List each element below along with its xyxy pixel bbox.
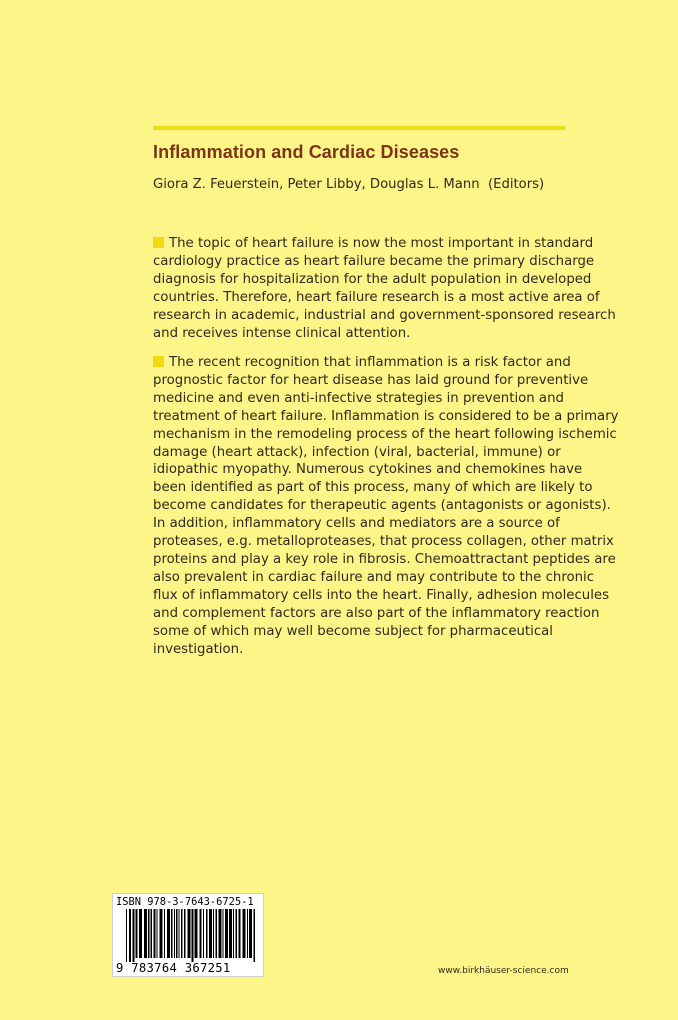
- barcode-bar: [174, 909, 175, 958]
- book-title: Inflammation and Cardiac Diseases: [153, 142, 460, 162]
- paragraph-line: flux of inflammatory cells into the heart. Finally, adhesion molecules: [153, 587, 609, 603]
- barcode-bar: [129, 909, 131, 962]
- paragraph-line: The topic of heart failure is now the most important in standard: [153, 235, 583, 253]
- barcode-bar: [247, 909, 248, 958]
- paragraph-line: and receives intense clinical attention.: [153, 325, 411, 341]
- barcode-bar: [216, 909, 218, 958]
- paragraph-line: idiopathic myopathy. Numerous cytokines and chemokines have: [153, 462, 583, 478]
- barcode-bar: [133, 909, 135, 962]
- paragraph-line: In addition, inflammatory cells and mediators are a source of: [153, 516, 560, 532]
- paragraph-line: and complement factors are also part of the inflammatory reaction: [153, 605, 600, 621]
- barcode-bar: [148, 909, 150, 958]
- barcode-bar: [254, 909, 256, 962]
- barcode-bar: [225, 909, 228, 958]
- barcode-bar: [154, 909, 156, 958]
- barcode-bar: [243, 909, 246, 958]
- barcode-bar: [203, 909, 204, 958]
- paragraph-line: cardiology practice as heart failure became the primary discharge: [153, 253, 595, 269]
- barcode-digits: 9 783764 367251: [116, 961, 231, 975]
- barcode-bar: [223, 909, 224, 958]
- barcode-bar: [195, 909, 198, 958]
- barcode-bar: [181, 909, 183, 958]
- paragraph-line: diagnosis for hospitalization for the adult population in developed: [153, 271, 592, 287]
- paragraph-line: proteases, e.g. metalloproteases, that process collagen, other matrix: [153, 534, 614, 550]
- paragraph-line: some of which may well become subject for pharmaceutical: [153, 623, 553, 639]
- barcode-bar: [213, 909, 214, 958]
- barcode-bar: [179, 909, 180, 958]
- barcode-bar: [188, 909, 191, 958]
- paragraph-line: been identified as part of this process, many of which are likely to: [153, 480, 593, 496]
- barcode-bar: [229, 909, 232, 958]
- square-bullet-icon: [153, 356, 164, 367]
- book-editors: Giora Z. Feuerstein, Peter Libby, Douglas L. Mann (Editors): [153, 177, 545, 192]
- paragraph-line: treatment of heart failure. Inflammation is considered to be a primary: [153, 408, 619, 424]
- barcode-bar: [249, 909, 252, 958]
- barcode-bar: [167, 909, 170, 958]
- paragraph-line: also prevalent in cardiac failure and may contribute to the chronic: [153, 569, 595, 585]
- top-rule: [153, 126, 565, 130]
- publisher-website: www.birkhäuser-science.com: [438, 966, 569, 976]
- paragraph-line: medicine and even anti-infective strategies in prevention and: [153, 390, 564, 406]
- paragraph-line: become candidates for therapeutic agents (antagonists or agonists).: [153, 498, 611, 514]
- barcode-bar: [171, 909, 173, 958]
- isbn-barcode-box: [112, 893, 264, 977]
- barcode-bar: [233, 909, 234, 958]
- barcode-bar: [136, 909, 138, 958]
- barcode-bar: [200, 909, 202, 958]
- barcode-graphic: [116, 909, 262, 962]
- paragraph-line: investigation.: [153, 641, 244, 657]
- barcode-bar: [157, 909, 158, 958]
- barcode-bar: [144, 909, 147, 958]
- barcode-bar: [151, 909, 153, 958]
- isbn-label: ISBN 978-3-7643-6725-1: [116, 896, 254, 908]
- barcode-bar: [206, 909, 208, 958]
- barcode-bar: [160, 909, 163, 958]
- square-bullet-icon: [153, 237, 164, 248]
- barcode-bar: [192, 909, 194, 962]
- barcode-bar: [209, 909, 212, 958]
- barcode-bar: [236, 909, 238, 958]
- paragraph-line: prognostic factor for heart disease has laid ground for preventive: [153, 372, 589, 388]
- barcode-bar: [239, 909, 241, 958]
- barcode-bar: [126, 909, 127, 962]
- paragraph-line: The recent recognition that inflammation is a risk factor and: [153, 354, 583, 372]
- description-paragraph-1: [153, 235, 616, 342]
- paragraph-line: proteins and play a key role in fibrosis. Chemoattractant peptides are: [153, 551, 616, 567]
- barcode-bar: [184, 909, 186, 958]
- barcode-bar: [164, 909, 165, 958]
- barcode-bar: [219, 909, 222, 958]
- description-paragraph-2: [153, 354, 619, 658]
- paragraph-line: mechanism in the remodeling process of the heart following ischemic: [153, 426, 617, 442]
- barcode-bar: [176, 909, 178, 958]
- paragraph-line: countries. Therefore, heart failure research is a most active area of: [153, 289, 600, 305]
- paragraph-line: damage (heart attack), infection (viral, bacterial, immune) or: [153, 444, 561, 460]
- barcode-bar: [139, 909, 142, 958]
- paragraph-line: research in academic, industrial and government-sponsored research: [153, 307, 616, 323]
